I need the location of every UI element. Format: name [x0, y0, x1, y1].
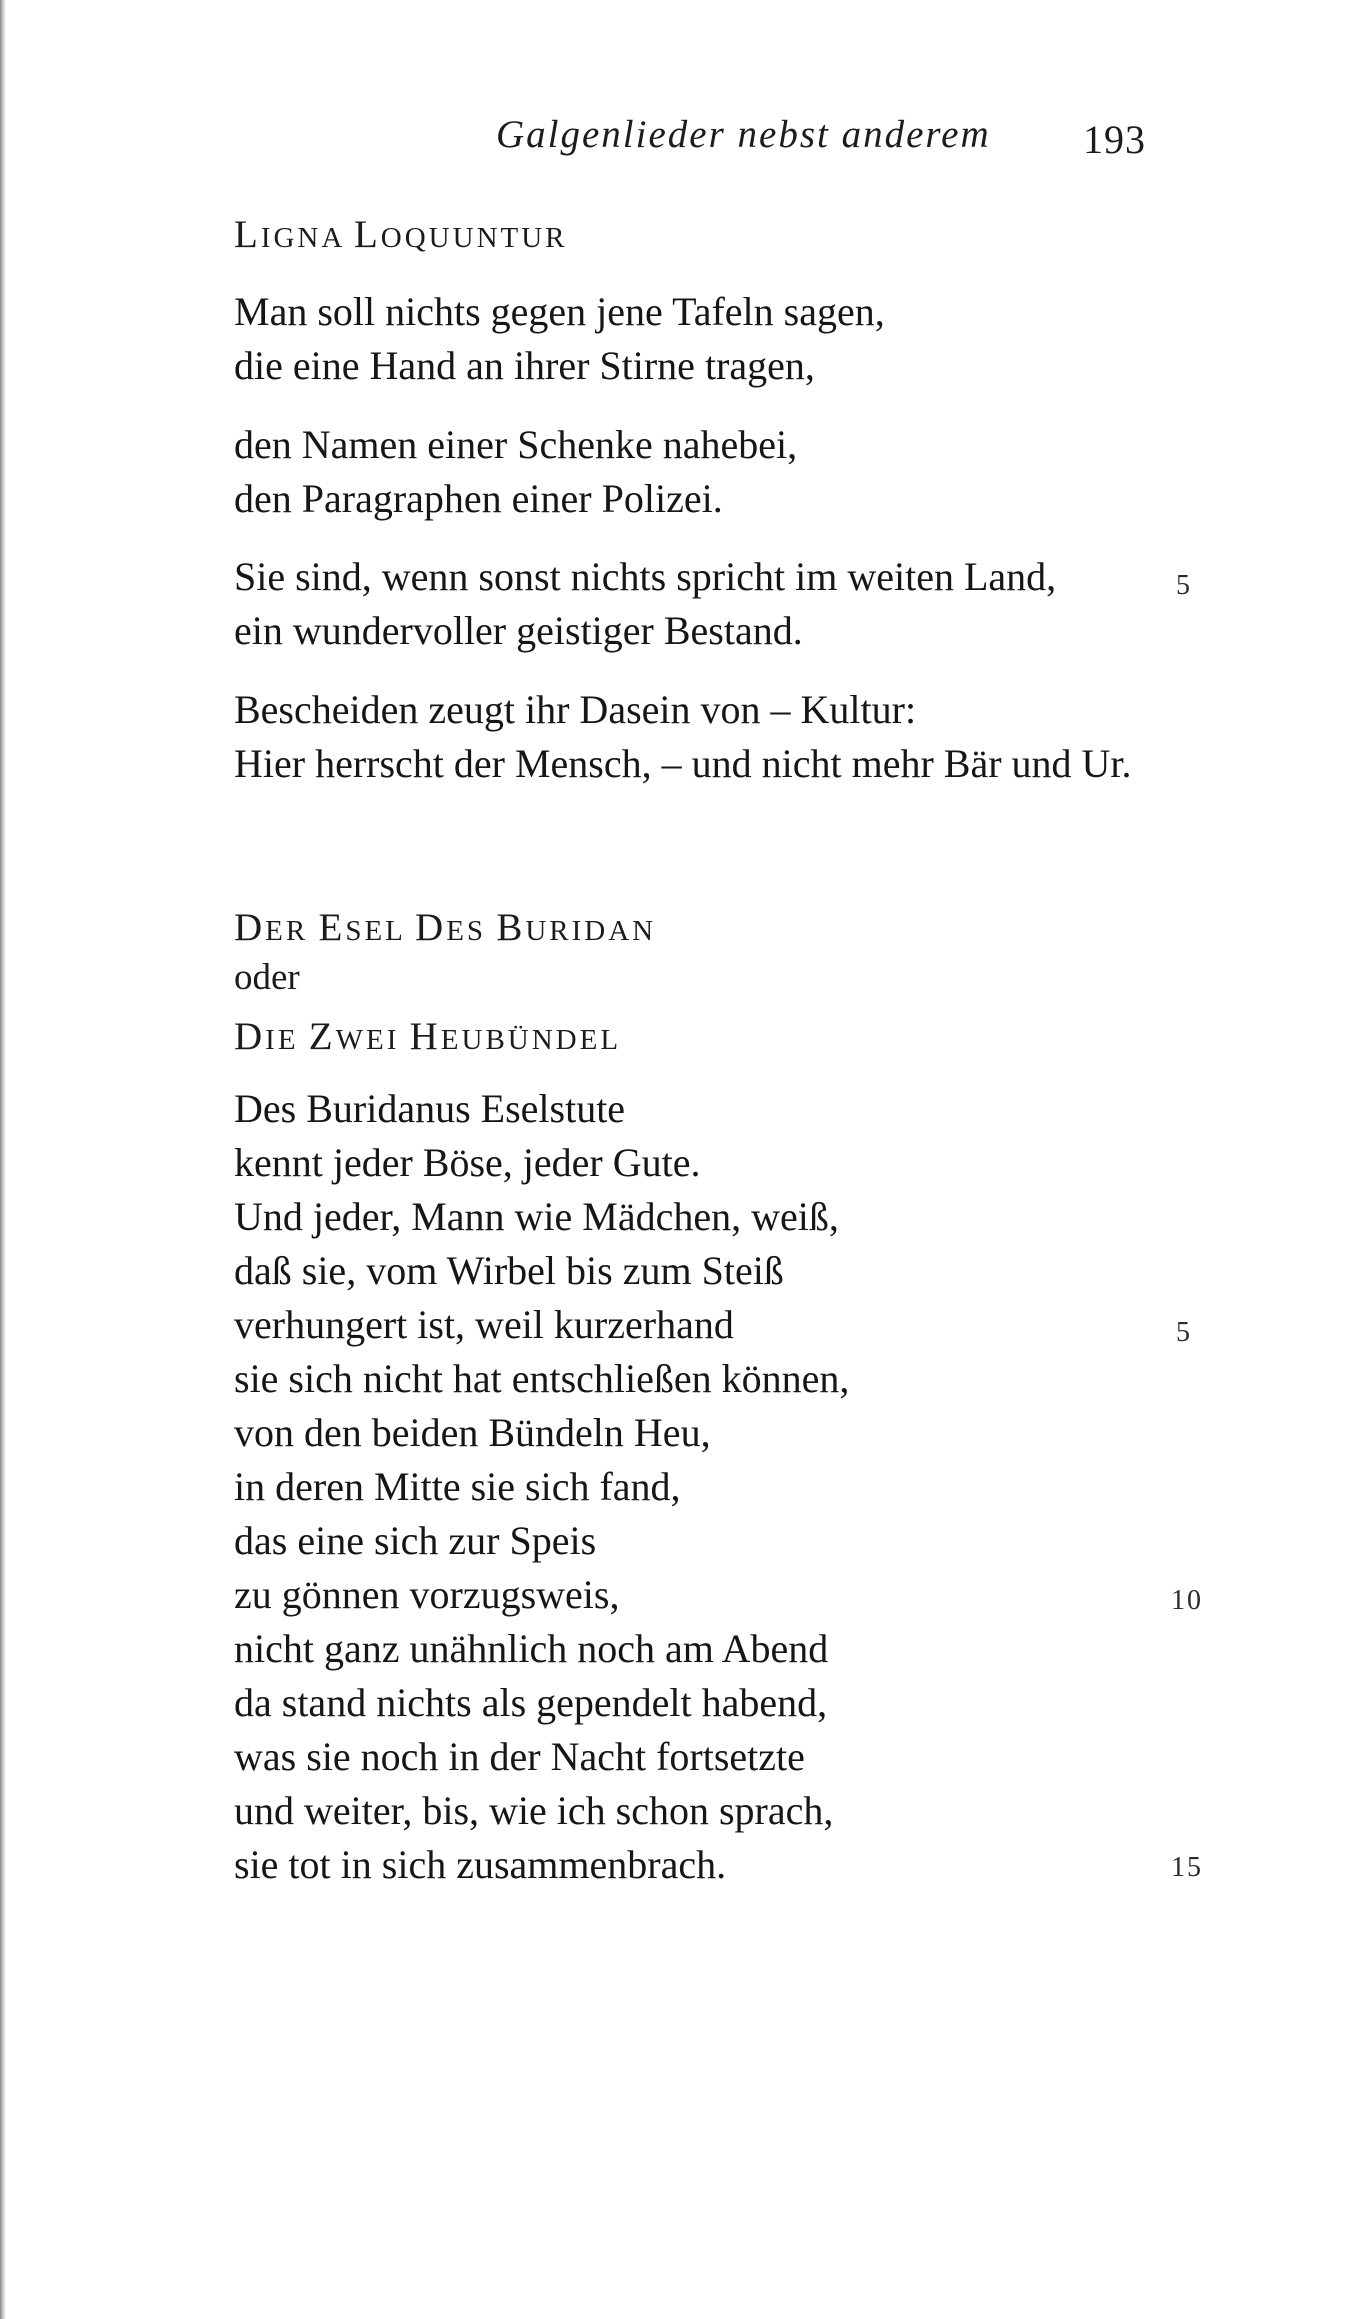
- verse-line: daß sie, vom Wirbel bis zum Steiß: [234, 1248, 784, 1293]
- verse-line: sie tot in sich zusammenbrach.: [234, 1842, 727, 1887]
- verse-line: ein wundervoller geistiger Bestand.: [234, 608, 803, 653]
- line-number: 15: [1171, 1852, 1203, 1883]
- line-number: 5: [1176, 1317, 1192, 1348]
- stanza-4: [234, 683, 1132, 791]
- verse-line: nicht ganz unähnlich noch am Abend: [234, 1626, 829, 1671]
- verse-line: den Namen einer Schenke nahebei,: [234, 422, 798, 467]
- verse-line: Hier herrscht der Mensch, – und nicht mehr Bär und Ur.: [234, 741, 1132, 786]
- verse-line: die eine Hand an ihrer Stirne tragen,: [234, 343, 815, 388]
- running-head: Galgenlieder nebst anderem: [496, 113, 991, 156]
- stanza-3: [234, 550, 1056, 658]
- verse-line: von den beiden Bündeln Heu,: [234, 1410, 711, 1455]
- verse-line: Des Buridanus Eselstute: [234, 1086, 626, 1131]
- verse-line: den Paragraphen einer Polizei.: [234, 476, 723, 521]
- stanza-2: [234, 418, 797, 526]
- verse-line: und weiter, bis, wie ich schon sprach,: [234, 1788, 834, 1833]
- line-number: 10: [1171, 1585, 1203, 1616]
- poem-title-der-esel-des-buridan: DER ESEL DES BURIDAN: [234, 906, 657, 949]
- verse-line: das eine sich zur Speis: [234, 1518, 597, 1563]
- page-edge-shadow: [0, 0, 6, 2319]
- verse-line: kennt jeder Böse, jeder Gute.: [234, 1140, 701, 1185]
- stanza-1: [234, 285, 885, 393]
- verse-line: Und jeder, Mann wie Mädchen, weiß,: [234, 1194, 839, 1239]
- verse-line: verhungert ist, weil kurzerhand: [234, 1302, 734, 1347]
- poem-subtitle-die-zwei-heubuendel: DIE ZWEI HEUBÜNDEL: [234, 1015, 622, 1058]
- verse-line: Bescheiden zeugt ihr Dasein von – Kultur:: [234, 687, 917, 732]
- verse-line: zu gönnen vorzugsweis,: [234, 1572, 620, 1617]
- poem-title-ligna-loquuntur: LIGNA LOQUUNTUR: [234, 213, 568, 256]
- poem-body-buridan: [234, 1082, 849, 1892]
- verse-line: in deren Mitte sie sich fand,: [234, 1464, 681, 1509]
- page-number: 193: [1083, 117, 1146, 162]
- poem-title-connector: oder: [234, 957, 300, 998]
- verse-line: sie sich nicht hat entschließen können,: [234, 1356, 850, 1401]
- verse-line: Man soll nichts gegen jene Tafeln sagen,: [234, 289, 885, 334]
- verse-line: Sie sind, wenn sonst nichts spricht im weiten Land,: [234, 554, 1057, 599]
- line-number: 5: [1176, 570, 1192, 601]
- verse-line: was sie noch in der Nacht fortsetzte: [234, 1734, 805, 1779]
- verse-line: da stand nichts als gependelt habend,: [234, 1680, 828, 1725]
